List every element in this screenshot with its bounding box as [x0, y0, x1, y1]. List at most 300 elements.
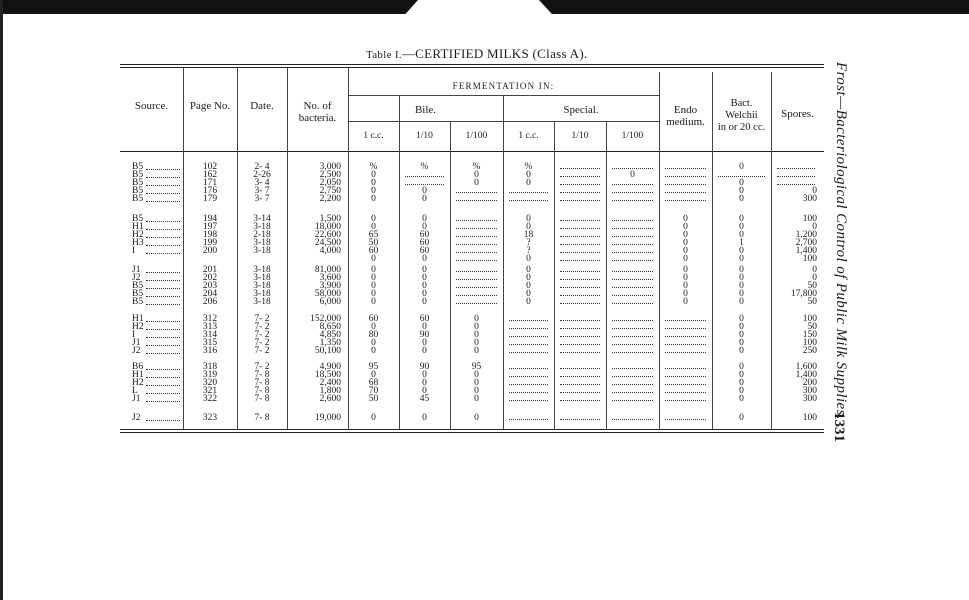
table-cell: 0 — [474, 370, 479, 380]
table-cell: 0 — [371, 273, 376, 283]
empty-cell-dots — [560, 220, 600, 221]
table-cell: 3,900 — [319, 281, 341, 291]
row-source: H1 — [132, 370, 144, 380]
empty-cell-dots — [665, 352, 706, 353]
table-cell: 19,000 — [314, 413, 341, 423]
empty-cell-dots — [777, 184, 815, 185]
table-cell: 0 — [371, 214, 376, 224]
table-cell: 1,200 — [795, 230, 817, 240]
empty-cell-dots — [560, 184, 600, 185]
table-cell: 50,100 — [314, 346, 341, 356]
table-cell: 179 — [202, 194, 218, 204]
empty-cell-dots — [612, 376, 653, 377]
table-cell: 18,500 — [314, 370, 341, 380]
empty-cell-dots — [612, 200, 653, 201]
table-cell: 0 — [739, 265, 744, 275]
empty-cell-dots — [560, 176, 600, 177]
empty-cell-dots — [665, 400, 706, 401]
table-cell: % — [524, 162, 533, 172]
table-cell: 60 — [368, 314, 379, 324]
table-cell: 0 — [526, 178, 531, 188]
leader-dots — [146, 272, 180, 273]
empty-cell-dots — [665, 384, 706, 385]
table-cell: 2,500 — [319, 170, 341, 180]
empty-cell-dots — [405, 184, 444, 185]
table-cell: 65 — [368, 230, 379, 240]
table-cell: 0 — [371, 170, 376, 180]
table-cell: 0 — [474, 330, 479, 340]
table-cell: 1,500 — [319, 214, 341, 224]
header-special: Special. — [563, 104, 599, 116]
row-source: B5 — [132, 170, 144, 180]
table-cell: 319 — [202, 370, 218, 380]
table-cell: 90 — [419, 362, 430, 372]
table-cell: 4,900 — [319, 362, 341, 372]
empty-cell-dots — [560, 384, 600, 385]
empty-cell-dots — [456, 192, 497, 193]
header-source: Source. — [134, 100, 169, 112]
table-cell: 0 — [683, 281, 688, 291]
table-cell: 3-18 — [253, 281, 271, 291]
empty-cell-dots — [612, 419, 653, 420]
table-cell: 50 — [807, 297, 817, 307]
empty-cell-dots — [665, 419, 706, 420]
table-cell: 312 — [202, 314, 218, 324]
table-cell: 0 — [526, 254, 531, 264]
table-cell: 7- 8 — [254, 370, 270, 380]
table-cell: 0 — [371, 370, 376, 380]
row-source: B5 — [132, 162, 144, 172]
empty-cell-dots — [665, 376, 706, 377]
table-cell: 24,500 — [314, 238, 341, 248]
table-cell: 3- 7 — [254, 186, 270, 196]
running-head: Frost—Bacteriological Control of Public Milk Supplies. — [833, 62, 849, 420]
empty-cell-dots — [612, 228, 653, 229]
table-cell: 45 — [419, 394, 430, 404]
empty-cell-dots — [665, 392, 706, 393]
table-cell: 318 — [202, 362, 218, 372]
table-cell: 0 — [474, 178, 479, 188]
table-cell: 7- 2 — [254, 314, 270, 324]
empty-cell-dots — [612, 184, 653, 185]
empty-cell-dots — [509, 336, 548, 337]
table-cell: 18,000 — [314, 222, 341, 232]
table-cell: 95 — [471, 362, 482, 372]
table-cell: % — [472, 162, 481, 172]
empty-cell-dots — [456, 260, 497, 261]
row-source: B5 — [132, 178, 144, 188]
table-cell: 3-18 — [253, 297, 271, 307]
row-source: B5 — [132, 194, 144, 204]
table-cell: 6,000 — [319, 297, 341, 307]
table-cell: 1,400 — [795, 246, 817, 256]
table-cell: 0 — [422, 338, 427, 348]
table-cell: 0 — [422, 297, 427, 307]
empty-cell-dots — [560, 328, 600, 329]
empty-cell-dots — [560, 228, 600, 229]
empty-cell-dots — [612, 344, 653, 345]
table-cell: 0 — [422, 370, 427, 380]
empty-cell-dots — [665, 344, 706, 345]
table-cell: 0 — [739, 289, 744, 299]
empty-cell-dots — [612, 303, 653, 304]
table-cell: 152,000 — [310, 314, 341, 324]
header-special-1-10: 1/10 — [571, 131, 589, 141]
table-cell: 0 — [371, 297, 376, 307]
leader-dots — [146, 385, 180, 386]
empty-cell-dots — [612, 320, 653, 321]
table-cell: 7- 2 — [254, 362, 270, 372]
table-cell: 0 — [371, 289, 376, 299]
table-cell: 95 — [368, 362, 379, 372]
leader-dots — [146, 329, 180, 330]
table-cell: 50 — [807, 322, 817, 332]
empty-cell-dots — [612, 392, 653, 393]
table-bottom-rule — [120, 429, 824, 430]
scan-corner-right — [539, 0, 969, 14]
table-cell: 0 — [683, 222, 688, 232]
empty-cell-dots — [612, 336, 653, 337]
table-cell: 0 — [739, 162, 744, 172]
empty-cell-dots — [456, 220, 497, 221]
table-cell: 3-18 — [253, 246, 271, 256]
table-cell: 3-18 — [253, 273, 271, 283]
table-cell: 0 — [526, 222, 531, 232]
leader-dots — [146, 201, 180, 202]
empty-cell-dots — [560, 287, 600, 288]
leader-dots — [146, 177, 180, 178]
table-cell: 300 — [802, 394, 817, 404]
empty-cell-dots — [405, 176, 444, 177]
table-cell: 0 — [739, 254, 744, 264]
table-cell: 3-18 — [253, 289, 271, 299]
header-special-1cc: 1 c.c. — [518, 131, 539, 141]
table-cell: 0 — [812, 222, 817, 232]
table-cell: 204 — [202, 289, 218, 299]
empty-cell-dots — [612, 220, 653, 221]
table-cell: 0 — [526, 170, 531, 180]
table-cell: 60 — [419, 314, 430, 324]
leader-dots — [146, 337, 180, 338]
empty-cell-dots — [560, 352, 600, 353]
table-cell: 0 — [683, 214, 688, 224]
leader-dots — [146, 169, 180, 170]
table-cell: ? — [526, 246, 531, 256]
empty-cell-dots — [456, 279, 497, 280]
table-cell: 3,600 — [319, 273, 341, 283]
table-cell: 1 — [739, 238, 744, 248]
empty-cell-dots — [665, 336, 706, 337]
table-cell: 18 — [523, 230, 534, 240]
table-cell: 0 — [739, 338, 744, 348]
table-cell: 0 — [630, 170, 635, 180]
table-cell: 323 — [202, 413, 218, 423]
table-cell: 0 — [739, 413, 744, 423]
table-cell: 0 — [683, 265, 688, 275]
table-cell: 250 — [802, 346, 817, 356]
table-cell: 7- 8 — [254, 386, 270, 396]
table-cell: 322 — [202, 394, 218, 404]
empty-cell-dots — [612, 384, 653, 385]
header-bile-1cc: 1 c.c. — [363, 131, 384, 141]
empty-cell-dots — [509, 328, 548, 329]
empty-cell-dots — [456, 252, 497, 253]
leader-dots — [146, 221, 180, 222]
table-cell: 0 — [739, 394, 744, 404]
table-cell: 0 — [422, 378, 427, 388]
empty-cell-dots — [509, 419, 548, 420]
table-cell: 0 — [371, 178, 376, 188]
table-cell: 0 — [812, 186, 817, 196]
table-cell: 2,400 — [319, 378, 341, 388]
table-cell: 2,600 — [319, 394, 341, 404]
empty-cell-dots — [665, 320, 706, 321]
leader-dots — [146, 185, 180, 186]
header-page-no: Page No. — [189, 100, 231, 112]
row-source: J1 — [132, 265, 141, 275]
row-source: J2 — [132, 273, 141, 283]
header-spores: Spores. — [781, 108, 814, 120]
table-cell: 199 — [202, 238, 218, 248]
leader-dots — [146, 377, 180, 378]
table-cell: 0 — [422, 194, 427, 204]
table-cell: 300 — [802, 194, 817, 204]
empty-cell-dots — [560, 236, 600, 237]
table-cell: 202 — [202, 273, 218, 283]
row-source: B5 — [132, 214, 144, 224]
header-bacteria: No. of bacteria. — [298, 100, 337, 124]
empty-cell-dots — [560, 392, 600, 393]
table-cell: 1,600 — [795, 362, 817, 372]
empty-cell-dots — [560, 336, 600, 337]
table-cell: 0 — [526, 214, 531, 224]
table-cell: 0 — [683, 230, 688, 240]
table-cell: 0 — [474, 413, 479, 423]
table-cell: 0 — [683, 297, 688, 307]
empty-cell-dots — [665, 200, 706, 201]
empty-cell-dots — [612, 260, 653, 261]
empty-cell-dots — [456, 228, 497, 229]
leader-dots — [146, 401, 180, 402]
table-cell: 100 — [802, 214, 817, 224]
table-cell: 0 — [683, 246, 688, 256]
table-cell: 0 — [739, 194, 744, 204]
empty-cell-dots — [665, 328, 706, 329]
empty-cell-dots — [509, 384, 548, 385]
table-cell: 3- 7 — [254, 194, 270, 204]
leader-dots — [146, 369, 180, 370]
leader-dots — [146, 245, 180, 246]
table-cell: 0 — [739, 362, 744, 372]
table-top-rule-2 — [120, 67, 824, 68]
table-cell: 7- 2 — [254, 338, 270, 348]
row-source: B5 — [132, 297, 144, 307]
table-cell: 0 — [739, 230, 744, 240]
empty-cell-dots — [560, 400, 600, 401]
empty-cell-dots — [509, 392, 548, 393]
header-fermentation: FERMENTATION IN: — [452, 81, 555, 91]
empty-cell-dots — [560, 252, 600, 253]
table-cell: 2- 4 — [254, 162, 270, 172]
table-cell: 80 — [368, 330, 379, 340]
table-cell: 100 — [802, 314, 817, 324]
table-cell: 7- 2 — [254, 322, 270, 332]
table-cell: 0 — [739, 378, 744, 388]
row-source: J2 — [132, 413, 141, 423]
table-cell: 0 — [739, 370, 744, 380]
row-source: H1 — [132, 222, 144, 232]
table-cell: 8,650 — [319, 322, 341, 332]
table-cell: 4,850 — [319, 330, 341, 340]
table-cell: 1,400 — [795, 370, 817, 380]
table-cell: 0 — [474, 394, 479, 404]
table-cell: 60 — [368, 246, 379, 256]
table-cell: 197 — [202, 222, 218, 232]
header-bile: Bile. — [414, 104, 437, 116]
table-cell: 0 — [739, 386, 744, 396]
table-title: Table I.—CERTIFIED MILKS (Class A). — [366, 46, 588, 61]
table-cell: 0 — [422, 186, 427, 196]
table-cell: 314 — [202, 330, 218, 340]
empty-cell-dots — [665, 168, 706, 169]
header-bact-welchii: Bact. Welchii in or 20 cc. — [717, 98, 766, 133]
table-cell: 0 — [474, 386, 479, 396]
header-special-1-100: 1/100 — [621, 131, 644, 141]
header-endo: Endo medium. — [666, 104, 705, 128]
table-cell: 0 — [422, 222, 427, 232]
table-cell: 0 — [474, 378, 479, 388]
empty-cell-dots — [509, 376, 548, 377]
table-cell: 60 — [419, 246, 430, 256]
table-cell: 320 — [202, 378, 218, 388]
leader-dots — [146, 393, 180, 394]
table-cell: 0 — [739, 346, 744, 356]
table-cell: 0 — [474, 338, 479, 348]
table-cell: 0 — [683, 238, 688, 248]
table-cell: 162 — [202, 170, 218, 180]
table-cell: 0 — [474, 170, 479, 180]
table-cell: 50 — [807, 281, 817, 291]
empty-cell-dots — [612, 192, 653, 193]
table-cell: 0 — [739, 178, 744, 188]
table-cell: 2,750 — [319, 186, 341, 196]
empty-cell-dots — [665, 176, 706, 177]
row-source: B5 — [132, 186, 144, 196]
leader-dots — [146, 288, 180, 289]
leader-dots — [146, 345, 180, 346]
table-cell: 0 — [371, 338, 376, 348]
table-cell: 176 — [202, 186, 218, 196]
table-cell: 0 — [812, 273, 817, 283]
table-cell: 0 — [371, 222, 376, 232]
empty-cell-dots — [612, 328, 653, 329]
row-source: B6 — [132, 362, 144, 372]
table-cell: 0 — [371, 322, 376, 332]
table-cell: 0 — [526, 281, 531, 291]
table-cell: 0 — [422, 386, 427, 396]
leader-dots — [146, 353, 180, 354]
header-bile-1-10: 1/10 — [416, 131, 433, 141]
leader-dots — [146, 193, 180, 194]
table-cell: 0 — [371, 413, 376, 423]
table-cell: 206 — [202, 297, 218, 307]
table-cell: 3-14 — [253, 214, 271, 224]
table-cell: 0 — [739, 214, 744, 224]
table-cell: 0 — [422, 413, 427, 423]
table-cell: 60 — [419, 238, 430, 248]
empty-cell-dots — [612, 295, 653, 296]
table-cell: 0 — [422, 214, 427, 224]
table-cell: 198 — [202, 230, 218, 240]
scan-corner-left — [0, 0, 418, 14]
table-cell: 4,000 — [319, 246, 341, 256]
table-cell: 7- 2 — [254, 346, 270, 356]
empty-cell-dots — [560, 344, 600, 345]
empty-cell-dots — [718, 176, 765, 177]
row-source: H3 — [132, 238, 144, 248]
empty-cell-dots — [612, 352, 653, 353]
table-cell: 100 — [802, 413, 817, 423]
table-cell: 0 — [371, 194, 376, 204]
table-cell: 0 — [422, 289, 427, 299]
table-cell: 60 — [419, 230, 430, 240]
table-cell: 58,000 — [314, 289, 341, 299]
table-cell: 150 — [802, 330, 817, 340]
empty-cell-dots — [665, 368, 706, 369]
empty-cell-dots — [612, 252, 653, 253]
table-cell: 1,800 — [319, 386, 341, 396]
empty-cell-dots — [509, 400, 548, 401]
leader-dots — [146, 229, 180, 230]
header-bile-1-100: 1/100 — [465, 131, 488, 141]
table-cell: 0 — [739, 281, 744, 291]
empty-cell-dots — [456, 236, 497, 237]
empty-cell-dots — [509, 368, 548, 369]
table-cell: 3-18 — [253, 265, 271, 275]
empty-cell-dots — [560, 168, 600, 169]
row-source: H1 — [132, 314, 144, 324]
table-cell: 102 — [202, 162, 218, 172]
empty-cell-dots — [560, 244, 600, 245]
table-cell: 7- 8 — [254, 394, 270, 404]
empty-cell-dots — [777, 168, 815, 169]
row-source: H2 — [132, 322, 144, 332]
empty-cell-dots — [456, 271, 497, 272]
empty-cell-dots — [509, 352, 548, 353]
table-cell: 3-18 — [253, 222, 271, 232]
leader-dots — [146, 420, 180, 421]
row-source: J1 — [132, 394, 141, 404]
table-cell: 2,200 — [319, 194, 341, 204]
table-cell: 3-18 — [253, 238, 271, 248]
table-cell: 0 — [474, 322, 479, 332]
table-cell: 0 — [422, 273, 427, 283]
table-cell: 100 — [802, 338, 817, 348]
table-cell: 2-26 — [253, 170, 271, 180]
table-cell: 0 — [739, 322, 744, 332]
table-cell: 0 — [371, 281, 376, 291]
table-cell: 171 — [202, 178, 218, 188]
row-source: H2 — [132, 378, 144, 388]
empty-cell-dots — [456, 244, 497, 245]
table-cell: 0 — [683, 254, 688, 264]
leader-dots — [146, 296, 180, 297]
table-cell: 3,000 — [319, 162, 341, 172]
table-cell: 0 — [371, 186, 376, 196]
empty-cell-dots — [665, 192, 706, 193]
table-cell: 0 — [739, 186, 744, 196]
empty-cell-dots — [560, 320, 600, 321]
